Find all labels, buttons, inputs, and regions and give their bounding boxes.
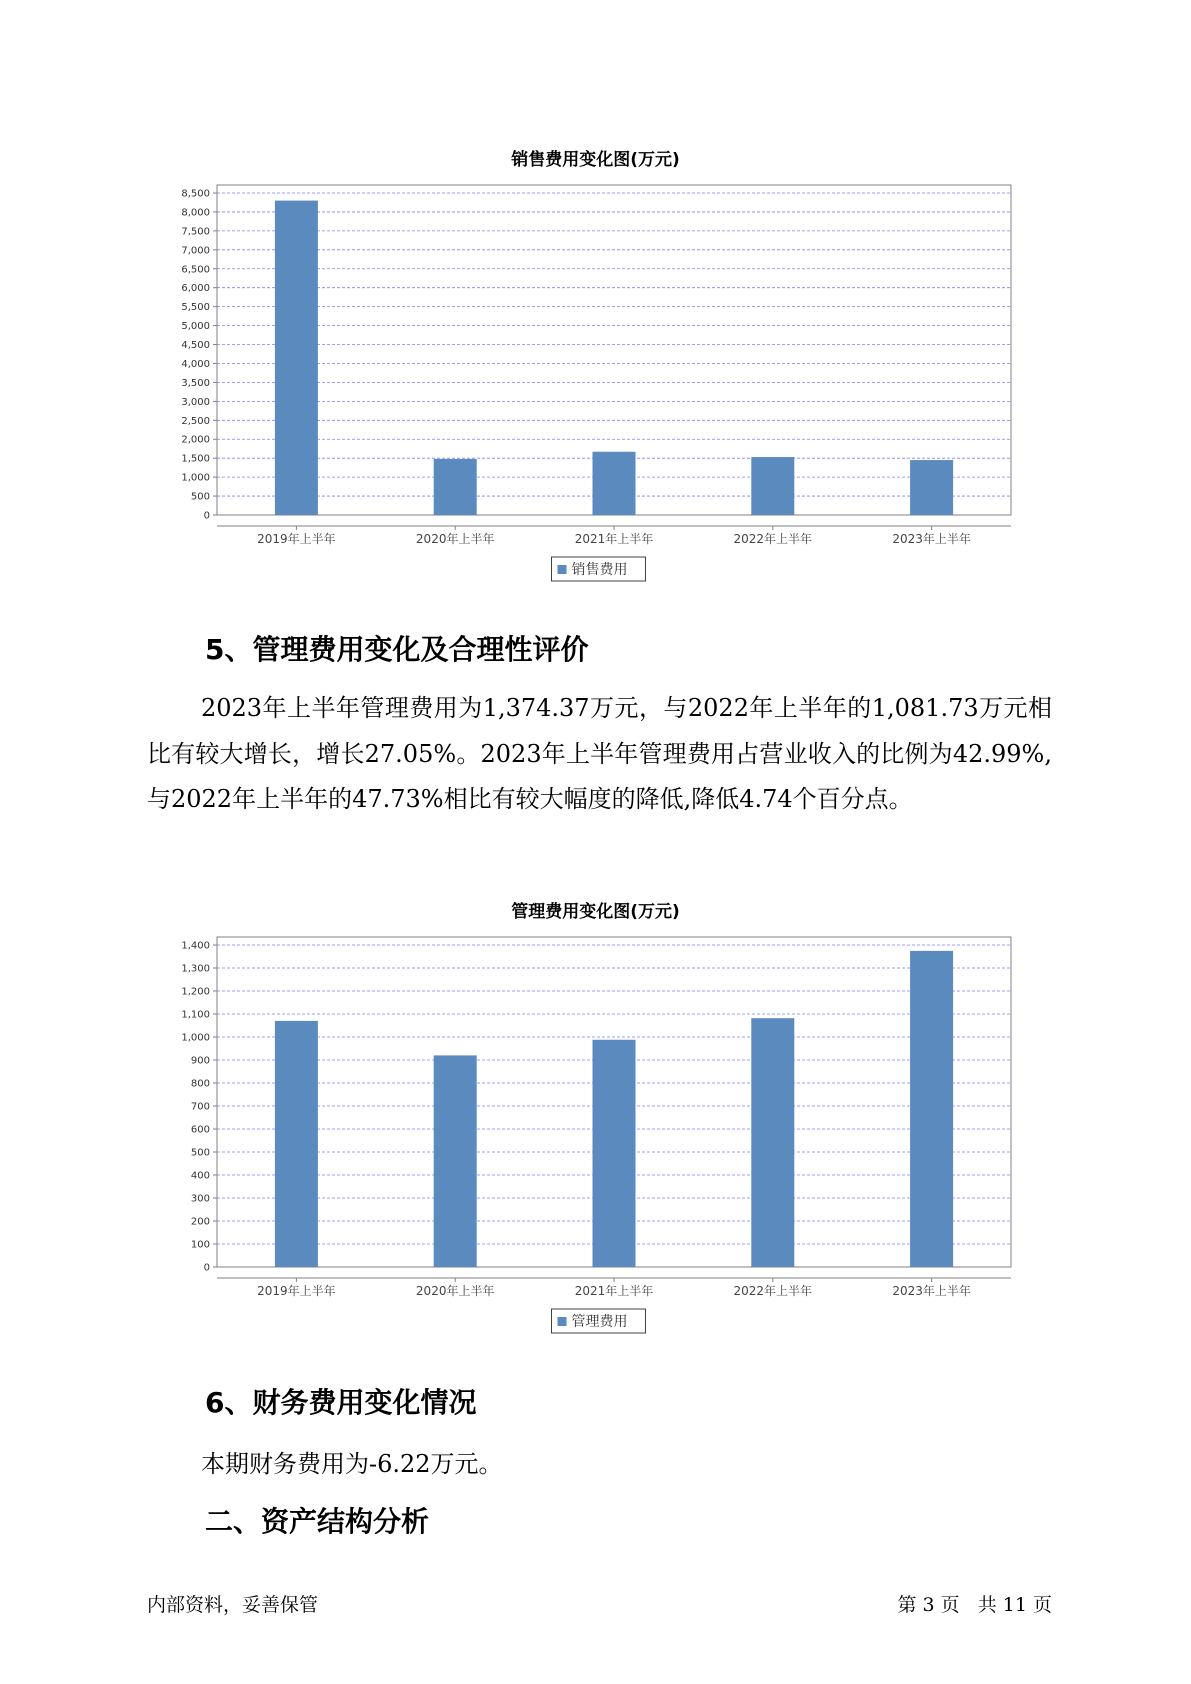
section6-heading: 6、财务费用变化情况 [205,1386,477,1419]
y-tick-label: 3,500 [181,377,210,389]
y-tick-label: 8,500 [181,188,210,200]
y-tick-label: 8,000 [181,207,210,219]
y-tick-label: 3,000 [181,396,210,408]
y-tick-label: 7,000 [181,245,210,257]
x-tick-label: 2021年上半年 [574,532,654,546]
chart-title-admin: 管理费用变化图(万元) [511,902,680,922]
y-tick-label: 6,000 [181,283,210,295]
x-tick-label: 2021年上半年 [574,1284,654,1298]
bar [275,201,318,515]
y-tick-label: 200 [190,1216,210,1228]
x-tick-label: 2020年上半年 [415,1284,495,1298]
legend-swatch [558,1317,567,1326]
y-tick-label: 5,000 [181,321,210,333]
y-tick-label: 2,000 [181,434,210,446]
y-tick-label: 0 [203,510,210,522]
y-tick-label: 1,000 [181,472,210,484]
section5-heading: 5、管理费用变化及合理性评价 [205,633,589,666]
y-tick-label: 1,100 [181,1009,210,1021]
y-tick-label: 900 [190,1055,210,1067]
y-tick-label: 1,500 [181,453,210,465]
x-tick-label: 2022年上半年 [733,1284,813,1298]
y-tick-label: 0 [203,1262,210,1274]
bar [434,459,477,515]
y-tick-label: 500 [190,491,210,503]
y-tick-label: 800 [190,1078,210,1090]
y-tick-label: 100 [190,1239,210,1251]
bar [910,460,953,515]
y-tick-label: 300 [190,1193,210,1205]
y-tick-label: 1,400 [181,940,210,952]
section5-paragraph: 2023年上半年管理费用为1,374.37万元，与2022年上半年的1,081.73万元相比有较大增长，增长27.05%。2023年上半年管理费用占营业收入的比例为42.99%,与2022年上半年的47.73%相比有较大幅度的降低,降低4.74个百分点。 [147,694,1052,813]
bar [593,452,636,515]
y-tick-label: 5,500 [181,302,210,314]
admin-expense-chart [0,922,1191,1362]
footer-confidential: 内部资料，妥善保管 [147,1594,319,1616]
y-tick-label: 6,500 [181,264,210,276]
y-tick-label: 1,200 [181,986,210,998]
sales-expense-chart [0,170,1191,610]
y-tick-label: 4,000 [181,358,210,370]
chart-title-sales: 销售费用变化图(万元) [511,150,680,170]
bar [751,1018,794,1267]
y-tick-label: 500 [190,1147,210,1159]
bar [275,1021,318,1267]
bar [434,1055,477,1267]
bar [910,951,953,1267]
section6-paragraph: 本期财务费用为-6.22万元。 [201,1450,503,1478]
section2-heading: 二、资产结构分析 [205,1505,430,1538]
x-tick-label: 2022年上半年 [733,532,813,546]
y-tick-label: 2,500 [181,415,210,427]
bar [593,1040,636,1267]
y-tick-label: 4,500 [181,340,210,352]
bar [751,457,794,515]
legend-label: 管理费用 [571,1314,628,1330]
footer-page-number: 第 3 页 共 11 页 [897,1594,1052,1616]
y-tick-label: 1,300 [181,963,210,975]
x-tick-label: 2023年上半年 [892,1284,971,1298]
y-tick-label: 600 [190,1124,210,1136]
legend-label: 销售费用 [571,562,628,578]
legend-swatch [558,565,567,574]
y-tick-label: 1,000 [181,1032,210,1044]
x-tick-label: 2020年上半年 [415,532,495,546]
x-tick-label: 2019年上半年 [257,532,336,546]
x-tick-label: 2023年上半年 [892,532,971,546]
x-tick-label: 2019年上半年 [257,1284,336,1298]
y-tick-label: 7,500 [181,226,210,238]
y-tick-label: 400 [190,1170,210,1182]
y-tick-label: 700 [190,1101,210,1113]
